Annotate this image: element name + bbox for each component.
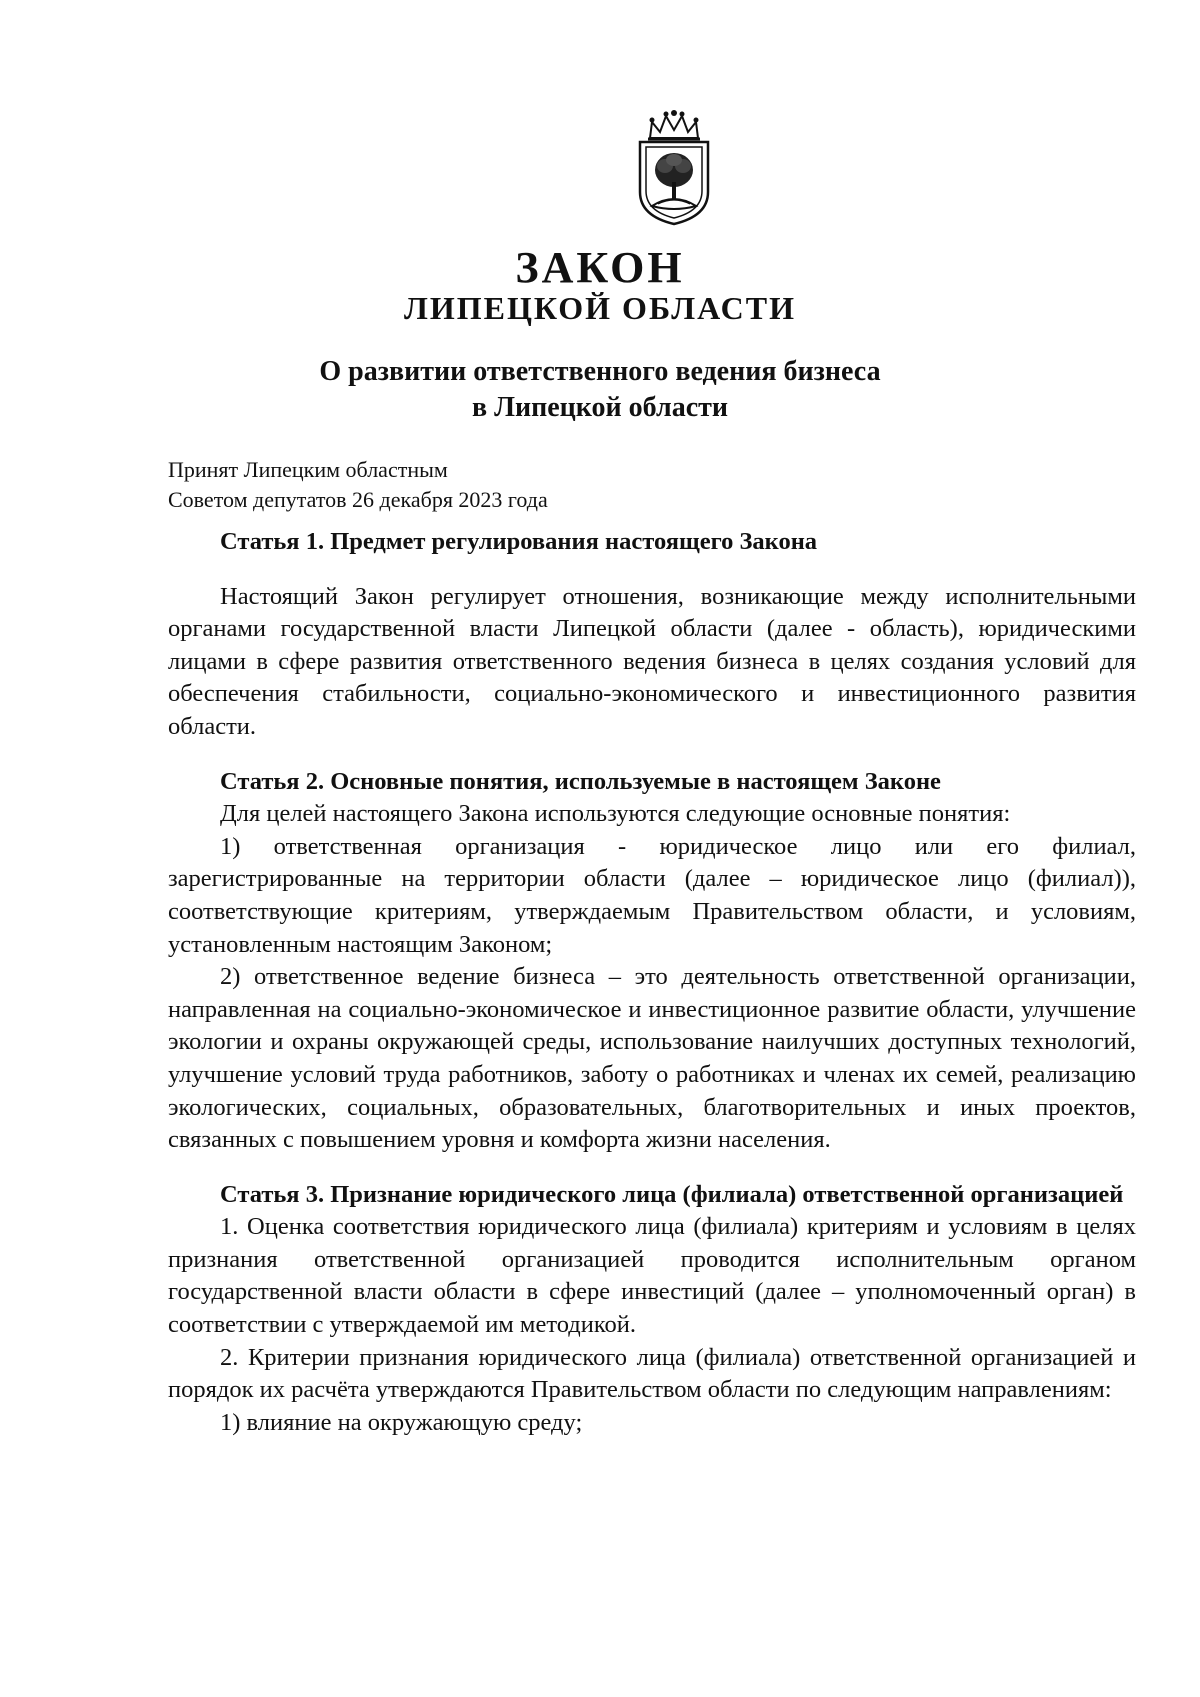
- adoption-note: [168, 455, 548, 515]
- document-subtitle: ЛИПЕЦКОЙ ОБЛАСТИ: [404, 290, 796, 326]
- adoption-note-line: Советом депутатов 26 декабря 2023 года: [168, 487, 548, 512]
- article-3-item-1: 1) влияние на окружающую среду;: [220, 1408, 583, 1436]
- article-2-heading: Статья 2. Основные понятия, используемые в настоящем Законе: [220, 767, 941, 795]
- article-2-item-2: 2) ответственное ведение бизнеса – это деятельность ответственной организации, направленная на социально-экономическое и инвестиционное развитие области, улучшение экологии и охраны окружающей среды, использование наилучших доступных технологий, улучшение условий труда работников, заботу о работниках и членах их семей, реализацию экологических, социальных, образовательных, благотворительных и иных проектов, связанных с повышением уровня и комфорта жизни населения.: [168, 963, 1136, 1154]
- article-3-paragraph-1: 1. Оценка соответствия юридического лица (филиала) критериям и условиям в целях признания ответственной организацией проводится исполнительным органом государственной власти области в сфере инвестиций (далее – уполномоченный орган) в соответствии с утверждаемой им методикой.: [168, 1213, 1136, 1339]
- coat-of-arms-icon: [628, 108, 720, 228]
- article-3-paragraph-2: 2. Критерии признания юридического лица (филиала) ответственной организацией и порядок их расчёта утверждаются Правительством области по следующим направлениям:: [168, 1343, 1136, 1404]
- article-1-heading: Статья 1. Предмет регулирования настоящего Закона: [220, 528, 818, 555]
- coat-of-arms-emblem: [628, 108, 720, 228]
- article-2-paragraph: Для целей настоящего Закона используются следующие основные понятия:: [220, 800, 1011, 828]
- law-name-line: в Липецкой области: [471, 392, 729, 423]
- adoption-note-line: Принят Липецким областным: [168, 457, 448, 482]
- article-1-paragraph: Настоящий Закон регулирует отношения, возникающие между исполнительными органами государственной власти Липецкой области (далее - область), юридическими лицами в сфере развития ответственного ведения бизнеса в целях создания условий для обеспечения стабильности, социально-экономического и инвестиционного развития области.: [168, 582, 1136, 740]
- article-3-heading: Статья 3. Признание юридического лица (филиала) ответственной организацией: [220, 1180, 1124, 1208]
- document-body: [168, 526, 1136, 1439]
- article-2-item-1: 1) ответственная организация - юридическое лицо или его филиал, зарегистрированные на территории области (далее – юридическое лицо (филиал)), соответствующие критериям, утверждаемым Правительством области, и условиям, установленным настоящим Законом;: [168, 832, 1136, 958]
- law-name: [0, 354, 1200, 426]
- law-name-line: О развитии ответственного ведения бизнеса: [319, 356, 881, 387]
- document-title: ЗАКОН: [515, 243, 685, 292]
